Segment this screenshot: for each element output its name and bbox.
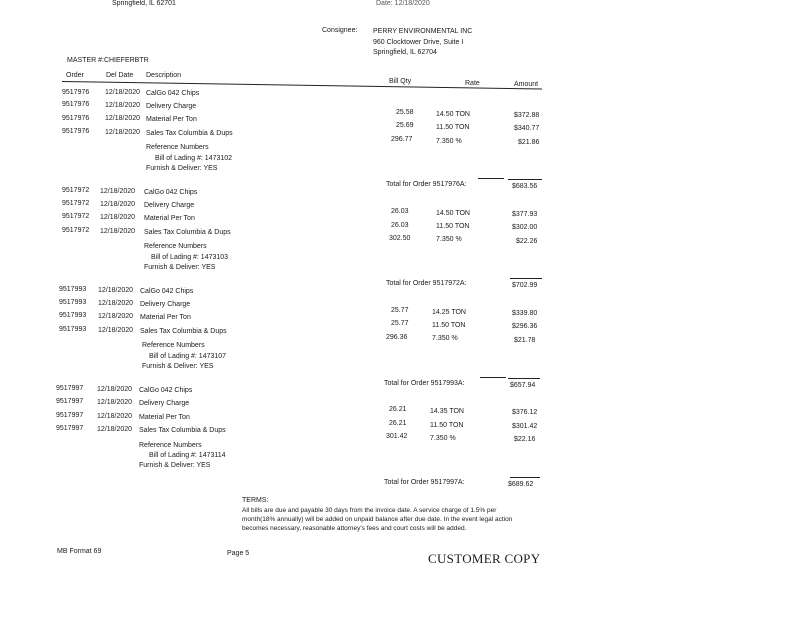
line-description: Sales Tax Columbia & Dups bbox=[139, 427, 226, 434]
terms-line1: All bills are due and payable 30 days from the invoice date. A service charge of 1.5% per bbox=[242, 507, 497, 514]
line-description: CalGo 042 Chips bbox=[140, 288, 194, 295]
top-date-fragment: Date: 12/18/2020 bbox=[376, 0, 430, 7]
amount: $21.86 bbox=[518, 139, 540, 146]
top-address-fragment: Springfield, IL 62701 bbox=[112, 0, 176, 7]
consignee-name: PERRY ENVIRONMENTAL INC bbox=[373, 28, 473, 35]
reference-title: Reference Numbers bbox=[139, 442, 202, 449]
line-description: Delivery Charge bbox=[139, 400, 190, 407]
order-number: 9517972 bbox=[62, 187, 90, 194]
order-total-value: $657.94 bbox=[510, 382, 536, 389]
bill-qty: 296.36 bbox=[386, 334, 408, 341]
col-header-bill-qty: Bill Qty bbox=[389, 78, 412, 85]
amount: $339.80 bbox=[512, 310, 538, 317]
amount: $296.36 bbox=[512, 323, 538, 330]
col-header-order: Order bbox=[66, 72, 84, 79]
amount: $340.77 bbox=[514, 125, 540, 132]
total-rule-right bbox=[510, 278, 542, 279]
furnish-deliver: Furnish & Deliver: YES bbox=[146, 165, 218, 172]
bill-qty: 26.21 bbox=[389, 420, 407, 427]
total-rule-right bbox=[510, 477, 540, 478]
terms-title: TERMS: bbox=[242, 497, 269, 504]
bill-qty: 25.77 bbox=[391, 307, 409, 314]
order-total-label: Total for Order 9517993A: bbox=[384, 380, 465, 387]
delivery-date: 12/18/2020 bbox=[97, 399, 133, 406]
furnish-deliver: Furnish & Deliver: YES bbox=[142, 363, 214, 370]
amount: $377.93 bbox=[512, 211, 538, 218]
line-description: CalGo 042 Chips bbox=[144, 189, 198, 196]
delivery-date: 12/18/2020 bbox=[98, 300, 134, 307]
order-total-value: $683.56 bbox=[512, 183, 538, 190]
order-number: 9517993 bbox=[59, 312, 87, 319]
order-number: 9517997 bbox=[56, 425, 84, 432]
furnish-deliver: Furnish & Deliver: YES bbox=[144, 264, 216, 271]
rate: 7.350 % bbox=[436, 236, 462, 243]
order-number: 9517972 bbox=[62, 227, 90, 234]
consignee-address-line1: 960 Clocktower Drive, Suite I bbox=[373, 39, 464, 46]
delivery-date: 12/18/2020 bbox=[98, 327, 134, 334]
order-number: 9517976 bbox=[62, 89, 90, 96]
bill-qty: 25.77 bbox=[391, 320, 409, 327]
rate: 7.350 % bbox=[432, 335, 458, 342]
order-total-value: $702.99 bbox=[512, 282, 538, 289]
consignee-address-line2: Springfield, IL 62704 bbox=[373, 49, 437, 56]
line-description: Delivery Charge bbox=[146, 103, 197, 110]
line-description: CalGo 042 Chips bbox=[146, 90, 200, 97]
bill-of-lading: Bill of Lading #: 1473107 bbox=[149, 353, 227, 360]
col-header-description: Description bbox=[146, 72, 182, 79]
col-header-del-date: Del Date bbox=[106, 72, 134, 79]
form-number: MB Format 69 bbox=[57, 548, 102, 555]
rate: 7.350 % bbox=[436, 138, 462, 145]
order-number: 9517997 bbox=[56, 398, 84, 405]
amount: $22.16 bbox=[514, 436, 536, 443]
reference-title: Reference Numbers bbox=[146, 144, 209, 151]
order-number: 9517993 bbox=[59, 326, 87, 333]
rate: 11.50 TON bbox=[432, 322, 466, 329]
rate: 14.35 TON bbox=[430, 408, 464, 415]
line-description: Material Per Ton bbox=[140, 314, 191, 321]
master-number: MASTER #:CHIEFERBTR bbox=[67, 57, 149, 64]
bill-qty: 26.03 bbox=[391, 208, 409, 215]
customer-copy-label: CUSTOMER COPY bbox=[428, 551, 541, 566]
total-rule-right bbox=[508, 179, 542, 180]
line-description: Sales Tax Columbia & Dups bbox=[140, 328, 227, 335]
consignee-label: Consignee: bbox=[322, 27, 358, 34]
delivery-date: 12/18/2020 bbox=[97, 426, 133, 433]
line-description: Sales Tax Columbia & Dups bbox=[146, 130, 233, 137]
order-number: 9517972 bbox=[62, 213, 90, 220]
delivery-date: 12/18/2020 bbox=[105, 115, 141, 122]
order-number: 9517976 bbox=[62, 115, 90, 122]
bill-of-lading: Bill of Lading #: 1473103 bbox=[151, 254, 229, 261]
line-description: Material Per Ton bbox=[139, 414, 190, 421]
delivery-date: 12/18/2020 bbox=[105, 89, 141, 96]
col-header-amount: Amount bbox=[514, 81, 539, 88]
delivery-date: 12/18/2020 bbox=[98, 287, 134, 294]
rate: 11.50 TON bbox=[430, 422, 464, 429]
rate: 11.50 TON bbox=[436, 124, 470, 131]
order-number: 9517976 bbox=[62, 128, 90, 135]
col-header-rate: Rate bbox=[465, 80, 480, 87]
line-description: Material Per Ton bbox=[146, 116, 197, 123]
bill-qty: 301.42 bbox=[386, 433, 408, 440]
line-description: Material Per Ton bbox=[144, 215, 195, 222]
bill-qty: 26.03 bbox=[391, 222, 409, 229]
delivery-date: 12/18/2020 bbox=[97, 413, 133, 420]
rate: 7.350 % bbox=[430, 435, 456, 442]
terms-line2: month(18% annually) will be added on unpaid balance after due date. In the event legal action bbox=[242, 516, 513, 523]
bill-qty: 26.21 bbox=[389, 406, 407, 413]
delivery-date: 12/18/2020 bbox=[98, 313, 134, 320]
total-rule-right bbox=[508, 378, 540, 379]
line-description: Delivery Charge bbox=[144, 202, 195, 209]
order-total-label: Total for Order 9517972A: bbox=[386, 280, 467, 287]
delivery-date: 12/18/2020 bbox=[105, 129, 141, 136]
amount: $22.26 bbox=[516, 238, 538, 245]
delivery-date: 12/18/2020 bbox=[105, 102, 141, 109]
line-description: CalGo 042 Chips bbox=[139, 387, 193, 394]
amount: $302.00 bbox=[512, 224, 538, 231]
delivery-date: 12/18/2020 bbox=[100, 214, 136, 221]
order-number: 9517972 bbox=[62, 200, 90, 207]
amount: $21.78 bbox=[514, 337, 536, 344]
order-total-label: Total for Order 9517997A: bbox=[384, 479, 465, 486]
total-rule-left bbox=[480, 377, 506, 378]
rate: 14.25 TON bbox=[432, 309, 466, 316]
furnish-deliver: Furnish & Deliver: YES bbox=[139, 462, 211, 469]
bill-qty: 25.58 bbox=[396, 109, 414, 116]
amount: $372.88 bbox=[514, 112, 540, 119]
rate: 14.50 TON bbox=[436, 210, 470, 217]
order-number: 9517993 bbox=[59, 299, 87, 306]
bill-qty: 25.69 bbox=[396, 122, 414, 129]
amount: $301.42 bbox=[512, 423, 538, 430]
rate: 14.50 TON bbox=[436, 111, 470, 118]
order-total-value: $689.62 bbox=[508, 481, 534, 488]
bill-of-lading: Bill of Lading #: 1473114 bbox=[149, 452, 226, 459]
reference-title: Reference Numbers bbox=[142, 342, 205, 349]
amount: $376.12 bbox=[512, 409, 538, 416]
bill-qty: 296.77 bbox=[391, 136, 413, 143]
total-rule-left bbox=[478, 178, 504, 179]
page-number: Page 5 bbox=[227, 550, 250, 557]
order-number: 9517976 bbox=[62, 101, 90, 108]
delivery-date: 12/18/2020 bbox=[100, 201, 136, 208]
order-number: 9517993 bbox=[59, 286, 87, 293]
line-description: Sales Tax Columbia & Dups bbox=[144, 229, 231, 236]
order-number: 9517997 bbox=[56, 385, 84, 392]
delivery-date: 12/18/2020 bbox=[100, 228, 136, 235]
bill-qty: 302.50 bbox=[389, 235, 411, 242]
reference-title: Reference Numbers bbox=[144, 243, 207, 250]
terms-line3: becomes necessary, reasonable attorney's fees and court costs will be added. bbox=[242, 525, 467, 532]
delivery-date: 12/18/2020 bbox=[97, 386, 133, 393]
order-total-label: Total for Order 9517976A: bbox=[386, 181, 467, 188]
line-description: Delivery Charge bbox=[140, 301, 191, 308]
rate: 11.50 TON bbox=[436, 223, 470, 230]
order-number: 9517997 bbox=[56, 412, 84, 419]
bill-of-lading: Bill of Lading #: 1473102 bbox=[155, 155, 233, 162]
delivery-date: 12/18/2020 bbox=[100, 188, 136, 195]
